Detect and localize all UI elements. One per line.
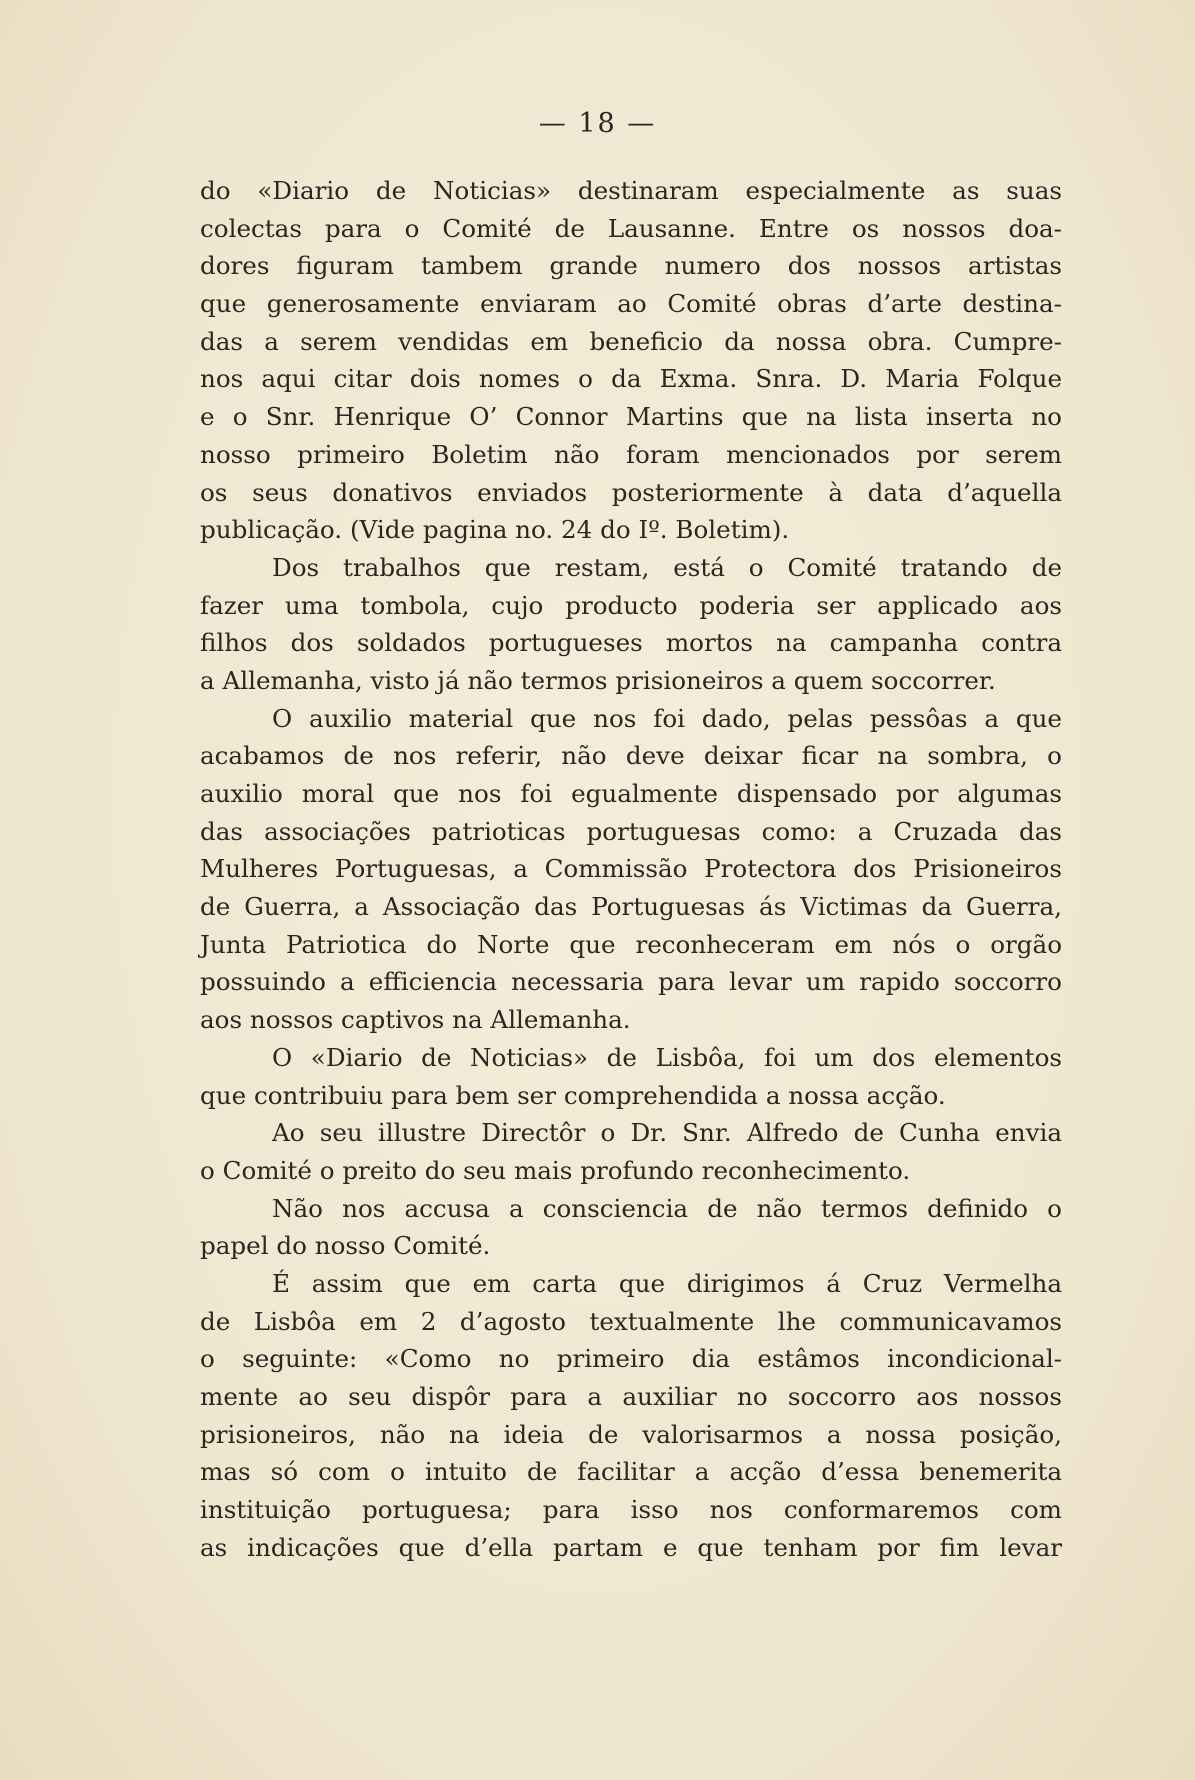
text-line: nosso primeiro Boletim não foram mencionados por serem	[200, 439, 1062, 469]
text-line: É assim que em carta que dirigimos á Cruz Vermelha	[272, 1268, 1062, 1298]
text-line: que generosamente enviaram ao Comité obras d’arte destina-	[200, 289, 1062, 319]
text-line: colectas para o Comité de Lausanne. Entre os nossos doa-	[200, 213, 1062, 243]
text-line: das associações patrioticas portuguesas como: a Cruzada das	[200, 816, 1062, 846]
text-line: que contribuiu para bem ser comprehendida a nossa acção.	[200, 1080, 946, 1110]
text-line: O auxilio material que nos foi dado, pelas pessôas a que	[272, 703, 1062, 733]
text-line: do «Diario de Noticias» destinaram especialmente as suas	[200, 176, 1062, 205]
text-line: Junta Patriotica do Norte que reconheceram em nós o orgão	[200, 929, 1062, 959]
text-line: filhos dos soldados portugueses mortos na campanha contra	[200, 628, 1062, 658]
text-line: prisioneiros, não na ideia de valorisarmos a nossa posição,	[200, 1419, 1062, 1449]
text-line: fazer uma tombola, cujo producto poderia ser applicado aos	[200, 590, 1062, 620]
text-line: nos aqui citar dois nomes o da Exma. Snra. D. Maria Folque	[200, 364, 1062, 394]
text-line: possuindo a efficiencia necessaria para levar um rapido soccorro	[200, 967, 1062, 997]
text-line: os seus donativos enviados posteriormente à data d’aquella	[200, 477, 1062, 507]
text-line: instituição portuguesa; para isso nos conformaremos com	[200, 1495, 1062, 1525]
text-line: Dos trabalhos que restam, está o Comité tratando de	[272, 552, 1062, 582]
text-line: mas só com o intuito de facilitar a acção d’essa benemerita	[200, 1457, 1062, 1487]
body-text	[200, 172, 1062, 1566]
text-line: Ao seu illustre Directôr o Dr. Snr. Alfredo de Cunha envia	[272, 1118, 1062, 1148]
text-line: aos nossos captivos na Allemanha.	[200, 1005, 631, 1035]
text-line: Não nos accusa a consciencia de não termos definido o	[272, 1193, 1062, 1223]
text-line: papel do nosso Comité.	[200, 1231, 491, 1261]
text-line: o Comité o preito do seu mais profundo reconhecimento.	[200, 1155, 911, 1185]
text-line: O «Diario de Noticias» de Lisbôa, foi um dos elementos	[272, 1042, 1062, 1072]
text-line: auxilio moral que nos foi egualmente dispensado por algumas	[200, 779, 1062, 808]
text-line: mente ao seu dispôr para a auxiliar no soccorro aos nossos	[200, 1382, 1062, 1411]
page-number: — 18 —	[538, 108, 657, 139]
text-line: acabamos de nos referir, não deve deixar ficar na sombra, o	[200, 741, 1062, 771]
text-line: a Allemanha, visto já não termos prisioneiros a quem soccorrer.	[200, 665, 996, 695]
text-line: das a serem vendidas em beneficio da nossa obra. Cumpre-	[200, 326, 1062, 356]
text-line: de Guerra, a Associação das Portuguesas ás Victimas da Guerra,	[200, 892, 1062, 922]
text-line: de Lisbôa em 2 d’agosto textualmente lhe communicavamos	[200, 1306, 1062, 1336]
text-line: Mulheres Portuguesas, a Commissão Protectora dos Prisioneiros	[200, 854, 1062, 884]
text-line: publicação. (Vide pagina no. 24 do Iº. Boletim).	[200, 515, 790, 545]
text-line: e o Snr. Henrique O’ Connor Martins que na lista inserta no	[200, 402, 1062, 432]
text-line: dores figuram tambem grande numero dos nossos artistas	[200, 251, 1062, 281]
text-line: o seguinte: «Como no primeiro dia estâmos incondicional-	[200, 1344, 1062, 1374]
text-line: as indicações que d’ella partam e que tenham por fim levar	[200, 1532, 1062, 1562]
